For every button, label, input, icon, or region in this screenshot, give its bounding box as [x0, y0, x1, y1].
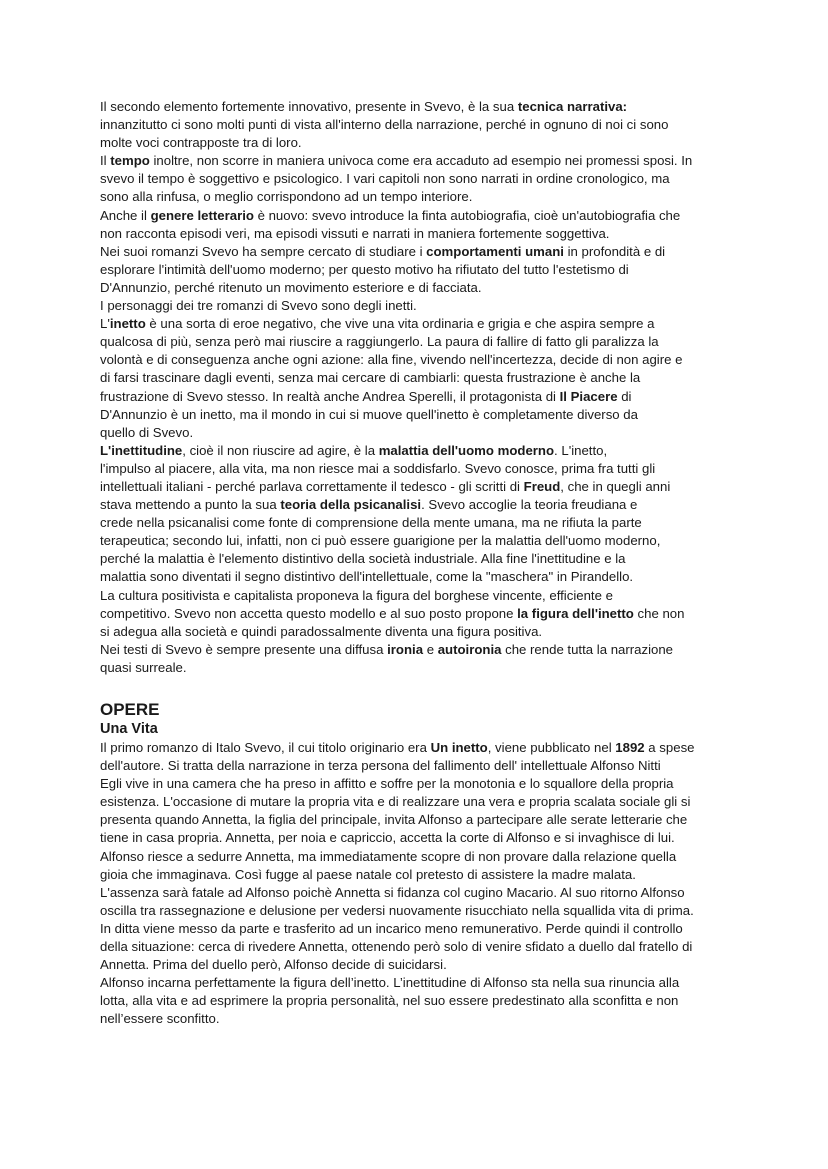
text-line: [100, 442, 728, 460]
bold-text: autoironia: [437, 641, 502, 657]
text-line: [100, 848, 728, 866]
text-run: volontà e di conseguenza anche ogni azione: alla fine, vivendo nell'incertezza, decide di non agire e: [100, 352, 683, 368]
text-run: . L'inetto,: [554, 442, 608, 458]
text-line: [100, 739, 728, 757]
text-run: gioia che immaginava. Così fugge al paese natale col pretesto di assistere la madre malata.: [100, 866, 636, 882]
text-run: D'Annunzio è un inetto, ma il mondo in cui si muove quell'inetto è completamente diverso da: [100, 406, 638, 422]
text-line: [100, 829, 728, 847]
text-line: [100, 496, 728, 514]
text-run: intellettuali italiani - perché parlava correttamente il tedesco - gli scritti di: [100, 478, 524, 494]
text-line: [100, 225, 728, 243]
bold-text: inetto: [109, 316, 146, 332]
text-run: Nei testi di Svevo è sempre presente una diffusa: [100, 641, 388, 657]
text-run: L': [100, 316, 110, 332]
text-line: [100, 134, 728, 152]
text-run: quello di Svevo.: [100, 424, 194, 440]
text-line: [100, 315, 728, 333]
text-run: lotta, alla vita e ad esprimere la propria personalità, nel suo essere predestinato alla sconfitta e non: [100, 993, 679, 1009]
text-line: [100, 623, 728, 641]
text-run: inoltre, non scorre in maniera univoca come era accaduto ad esempio nei promessi sposi. In: [149, 153, 693, 169]
bold-text: teoria della psicanalisi: [280, 497, 422, 513]
text-line: [100, 98, 728, 116]
text-run: Alfonso incarna perfettamente la figura dell’inetto. L’inettitudine di Alfonso sta nella sua rinuncia alla: [100, 975, 680, 991]
text-run: di: [617, 388, 632, 404]
text-line: [100, 478, 728, 496]
text-run: competitivo. Svevo non accetta questo modello e al suo posto propone: [100, 605, 518, 621]
text-line: [100, 587, 728, 605]
text-line: [100, 369, 728, 387]
text-line: [100, 297, 728, 315]
text-run: . Svevo accoglie la teoria freudiana e: [421, 497, 638, 513]
text-line: [100, 279, 728, 297]
text-line: [100, 568, 728, 586]
text-line: [100, 333, 728, 351]
bold-text: tempo: [110, 153, 150, 169]
subsection-heading: Una Vita: [100, 721, 158, 737]
text-run: è nuovo: svevo introduce la finta autobiografia, cioè un'autobiografia che: [253, 207, 681, 223]
text-line: [100, 388, 728, 406]
text-run: , viene pubblicato nel: [487, 740, 616, 755]
text-run: oscilla tra rassegnazione e delusione per vedersi nuovamente risucchiato nella squallida vita di prima.: [100, 902, 694, 918]
text-run: Il: [100, 153, 111, 169]
text-run: esistenza. L'occasione di mutare la propria vita e di realizzare una vera e propria scalata sociale gli si: [100, 794, 691, 810]
bold-text: Un inetto: [430, 740, 488, 755]
text-line: [100, 884, 728, 902]
text-run: , cioè il non riuscire ad agire, è la: [182, 442, 379, 458]
bold-text: 1892: [615, 740, 645, 755]
text-run: e: [423, 641, 438, 657]
text-run: Annetta. Prima del duello però, Alfonso decide di suicidarsi.: [100, 957, 447, 973]
text-line: [100, 532, 728, 550]
section-heading: OPERE: [100, 700, 160, 719]
bold-text: malattia dell'uomo moderno: [378, 442, 555, 458]
text-line: [100, 605, 728, 623]
bold-text: Il Piacere: [559, 388, 618, 404]
text-line: [100, 902, 728, 920]
text-line: [100, 641, 728, 659]
text-line: [100, 956, 728, 974]
text-line: [100, 170, 728, 188]
text-run: Anche il: [100, 207, 151, 223]
text-run: crede nella psicanalisi come fonte di comprensione della mente umana, ma ne rifiuta la parte: [100, 515, 642, 531]
text-line: [100, 775, 728, 793]
text-line: [100, 188, 728, 206]
text-run: nell’essere sconfitto.: [100, 1011, 220, 1027]
text-line: [100, 152, 728, 170]
text-line: [100, 460, 728, 478]
text-line: [100, 793, 728, 811]
bold-text: genere letterario: [150, 207, 254, 223]
text-run: , che in quegli anni: [560, 478, 671, 494]
text-run: a spese: [644, 740, 695, 755]
text-line: [100, 424, 728, 442]
text-line: [100, 243, 728, 261]
text-run: presenta quando Annetta, la figlia del principale, invita Alfonso a partecipare alle serate letterarie che: [100, 812, 688, 828]
text-run: Il secondo elemento fortemente innovativo, presente in Svevo, è la sua: [100, 99, 518, 114]
bold-text: comportamenti umani: [426, 243, 564, 259]
text-run: Alfonso riesce a sedurre Annetta, ma immediatamente scopre di non provare dalla relazione quella: [100, 848, 677, 864]
text-run: in profondità e di: [563, 243, 666, 259]
bold-text: tecnica narrativa:: [517, 99, 628, 114]
intro-paragraph: [100, 98, 728, 677]
text-line: [100, 757, 728, 775]
text-run: di farsi trascinare dagli eventi, senza mai cercare di cambiarli: questa frustrazione è anche la: [100, 370, 641, 386]
text-run: L'assenza sarà fatale ad Alfonso poichè Annetta si fidanza col cugino Macario. Al suo ritorno Alfonso: [100, 884, 685, 900]
text-run: In ditta viene messo da parte e trasferito ad un incarico meno remunerativo. Perde quindi il controllo: [100, 920, 683, 936]
text-line: [100, 207, 728, 225]
bold-text: L'inettitudine: [100, 442, 183, 458]
text-run: malattia sono diventati il segno distintivo dell'intellettuale, come la "maschera" in Pirandello.: [100, 569, 634, 585]
text-run: I personaggi dei tre romanzi di Svevo sono degli inetti.: [100, 298, 417, 314]
text-run: terapeutica; secondo lui, infatti, non ci può essere guarigione per la malattia dell'uomo moderno,: [100, 533, 661, 549]
text-run: Egli vive in una camera che ha preso in affitto e soffre per la monotonia e lo squallore della propria: [100, 776, 674, 792]
text-line: [100, 550, 728, 568]
text-run: stava mettendo a punto la sua: [100, 497, 281, 513]
text-run: tiene in casa propria. Annetta, per noia e capriccio, accetta la corte di Alfonso e si invaghisce di lui.: [100, 830, 675, 846]
text-run: La cultura positivista e capitalista proponeva la figura del borghese vincente, efficiente e: [100, 587, 613, 603]
text-run: esplorare l'intimità dell'uomo moderno; per questo motivo ha rifiutato del tutto l'estetismo di: [100, 261, 629, 277]
text-line: [100, 920, 728, 938]
text-run: svevo il tempo è soggettivo e psicologico. I vari capitoli non sono narrati in ordine cronologico, ma: [100, 171, 670, 187]
text-run: della situazione: cerca di rivedere Annetta, ottenendo però solo di venire sfidato a duello dal fratello di: [100, 939, 693, 955]
text-line: [100, 938, 728, 956]
text-run: è una sorta di eroe negativo, che vive una vita ordinaria e grigia e che aspira sempre a: [145, 316, 655, 332]
text-run: qualcosa di più, senza però mai riuscire a raggiungerlo. La paura di fallire di fatto gli paralizza la: [100, 334, 659, 350]
text-line: [100, 811, 728, 829]
text-line: [100, 116, 728, 134]
text-run: dell'autore. Si tratta della narrazione in terza persona del fallimento dell' intellettuale Alfonso Nitti: [100, 758, 661, 774]
text-line: [100, 514, 728, 532]
text-line: [100, 261, 728, 279]
text-run: frustrazione di Svevo stesso. In realtà anche Andrea Sperelli, il protagonista di: [100, 388, 560, 404]
text-line: [100, 866, 728, 884]
text-line: [100, 1010, 728, 1028]
una-vita-paragraph: [100, 739, 728, 1029]
text-run: che rende tutta la narrazione: [501, 641, 674, 657]
text-line: [100, 351, 728, 369]
text-run: che non: [633, 605, 685, 621]
text-run: D'Annunzio, perché ritenuto un movimento esteriore e di facciata.: [100, 279, 482, 295]
text-run: quasi surreale.: [100, 659, 187, 675]
text-run: molte voci contrapposte tra di loro.: [100, 135, 302, 151]
text-line: [100, 406, 728, 424]
bold-text: ironia: [387, 641, 424, 657]
text-run: perché la malattia è l'elemento distintivo della società industriale. Alla fine l'inettitudine e la: [100, 551, 626, 567]
text-run: sono alla rinfusa, o meglio corrispondono ad un tempo interiore.: [100, 189, 473, 205]
text-run: Il primo romanzo di Italo Svevo, il cui titolo originario era: [100, 740, 431, 755]
bold-text: la figura dell'inetto: [517, 605, 634, 621]
text-run: innanzitutto ci sono molti punti di vista all'interno della narrazione, perché in ognuno di noi ci sono: [100, 117, 669, 133]
text-line: [100, 659, 728, 677]
text-run: si adegua alla società e quindi paradossalmente diventa una figura positiva.: [100, 623, 543, 639]
bold-text: Freud: [523, 478, 561, 494]
text-run: l'impulso al piacere, alla vita, ma non riesce mai a soddisfarlo. Svevo conosce, prima fra tutti gli: [100, 460, 656, 476]
text-line: [100, 992, 728, 1010]
text-run: Nei suoi romanzi Svevo ha sempre cercato di studiare i: [100, 243, 427, 259]
text-run: non racconta episodi veri, ma episodi vissuti e narrati in maniera fortemente soggettiva.: [100, 225, 610, 241]
text-line: [100, 974, 728, 992]
